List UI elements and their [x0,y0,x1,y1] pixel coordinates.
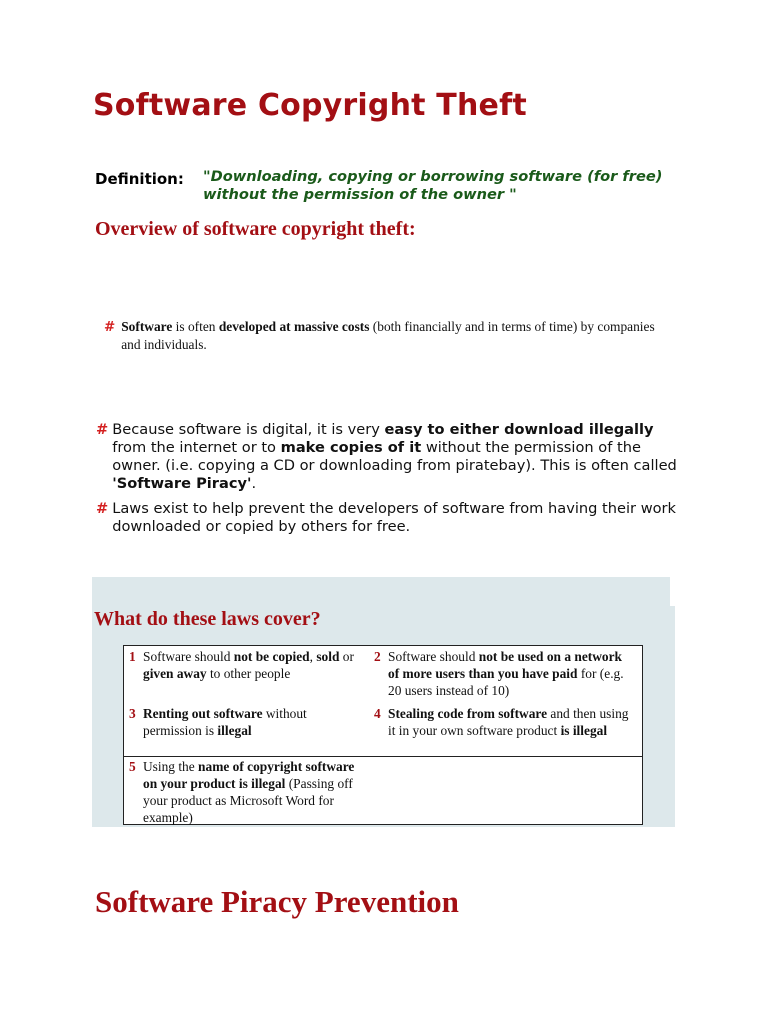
law5-b: name of copyright software on your product is illegal [143,759,355,791]
law1-e: or [339,649,354,664]
law4-a: Stealing code from software [388,706,548,721]
definition-label: Definition: [95,170,184,188]
bullet2-b2: make copies of it [280,439,422,456]
law-number-1: 1 [129,649,136,664]
bullet-digital-copying [96,421,686,493]
law-number-5: 5 [129,759,136,774]
law1-g: to other people [206,666,291,681]
law-item-5 [129,758,367,826]
bullet1-software: Software [121,319,173,334]
bullet2-p2: from the internet or to [112,439,281,456]
bullet-development-costs [104,318,684,354]
law5-a: Using the [143,759,199,774]
law-item-3 [129,705,357,739]
bullet2-p1: Because software is digital, it is very [112,421,385,438]
law-item-4 [374,705,636,739]
law2-a: Software should [388,649,479,664]
law-item-2 [374,648,636,699]
law1-f: given away [143,666,207,681]
law2-b: not be used on a network of more users than you have paid [388,649,622,681]
bullet1-rest: (both financially and in terms of time) by companies and individuals. [121,319,655,352]
law-number-2: 2 [374,649,381,664]
bullet2-p4: . [251,475,257,492]
law3-a: Renting out software [143,706,263,721]
bullet1-is-often: is often [172,319,219,334]
law1-c: , [309,649,317,664]
law5-c: (Passing off your product as Microsoft Word for example) [143,776,353,825]
laws-heading: What do these laws cover? [94,608,321,630]
laws-panel-edge [670,606,675,827]
page-title: Software Copyright Theft [93,88,527,123]
overview-heading: Overview of software copyright theft: [95,218,416,240]
law4-b: and then using it in your own software product [388,706,629,738]
bullet1-developed: developed at massive costs [218,319,370,334]
law3-c: illegal [217,723,252,738]
law1-a: Software should [143,649,234,664]
bullet2-p3: without the permission of the owner. (i.e. copying a CD or downloading from piratebay). This is often called [112,439,677,474]
law4-c: is illegal [560,723,608,738]
piracy-prevention-heading: Software Piracy Prevention [95,884,459,919]
table-divider [124,756,642,757]
law1-d: sold [316,649,340,664]
hash-bullet-icon: # [96,421,109,438]
law1-b: not be copied [233,649,310,664]
laws-table [123,645,643,825]
law-number-4: 4 [374,706,381,721]
bullet3-text: Laws exist to help prevent the developers of software from having their work downloaded or copied by others for free. [112,500,677,535]
bullet2-b3: 'Software Piracy' [112,475,252,492]
law2-c: for (e.g. 20 users instead of 10) [388,666,624,698]
bullet-laws-exist [96,500,686,536]
law-number-3: 3 [129,706,136,721]
bullet2-b1: easy to either download illegally [384,421,654,438]
definition-text: "Downloading, copying or borrowing software (for free) without the permission of the owner " [203,168,663,203]
law-item-1 [129,648,357,682]
hash-bullet-icon: # [104,320,116,335]
hash-bullet-icon: # [96,500,109,517]
law3-b: without permission is [143,706,307,738]
